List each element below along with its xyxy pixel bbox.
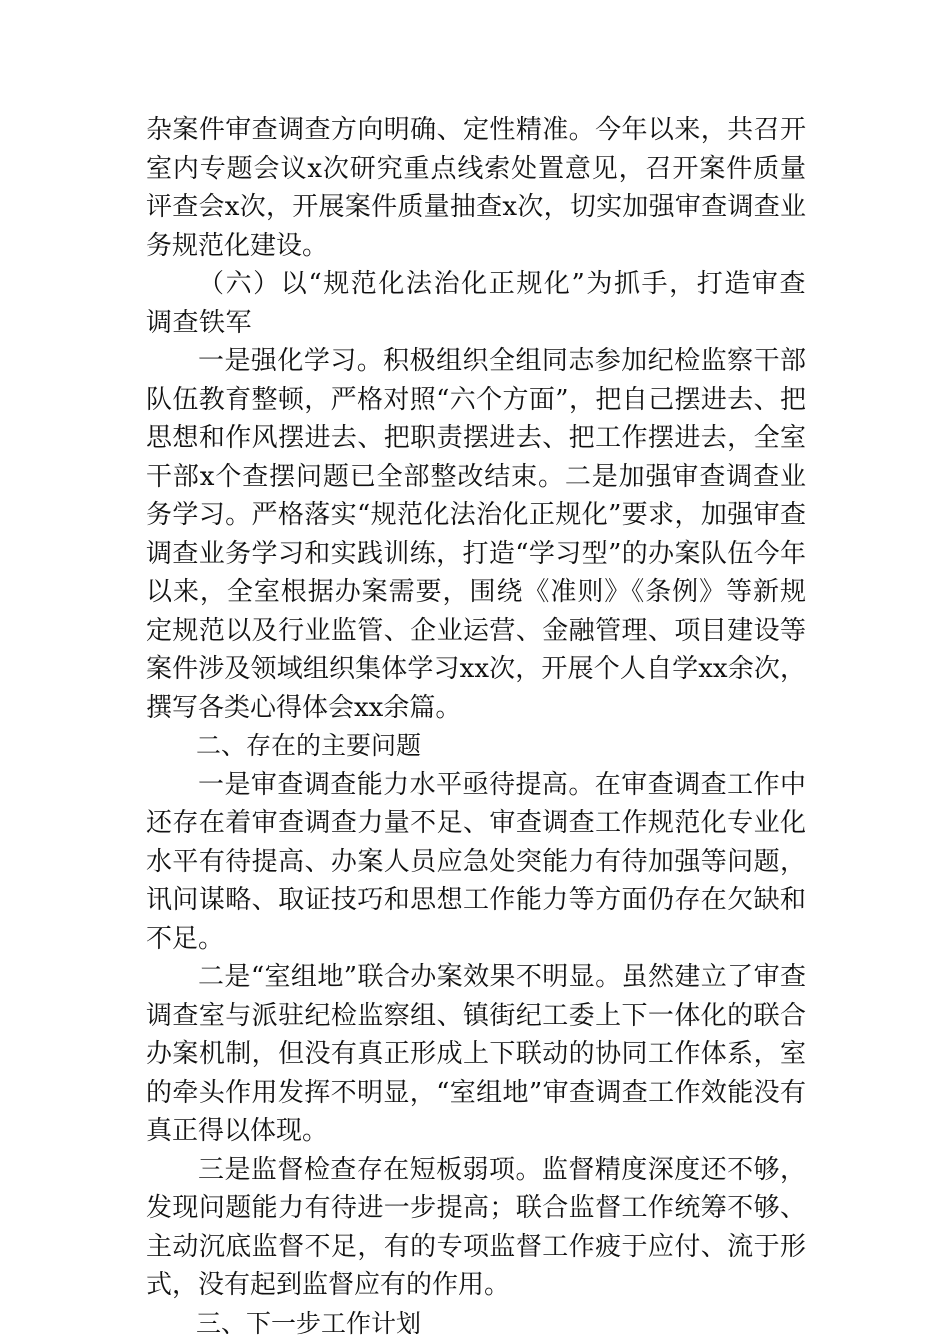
section-heading-problems: 二、存在的主要问题: [196, 731, 422, 760]
study-paragraph: 一是强化学习。积极组织全组同志参加纪检监察干部队伍教育整顿，严格对照“六个方面”，把自己摆进去、把思想和作风摆进去、把职责摆进去、把工作摆进去，全室干部x个查摆问题已全部整改结束。二是加强审查调查业务学习。严格落实“规范化法治化正规化”要求，加强审查调查业务学习和实践训练，打造“学习型”的办案队伍今年以来，全室根据办案需要，围绕《准则》《条例》等新规定规范以及行业监管、企业运营、金融管理、项目建设等案件涉及领域组织集体学习xx次，开展个人自学xx余次，撰写各类心得体会xx余篇。: [146, 346, 806, 723]
problem-paragraph-3: 三是监督检查存在短板弱项。监督精度深度还不够，发现问题能力有待进一步提高；联合监督工作统筹不够、主动沉底监督不足，有的专项监督工作疲于应付、流于形式，没有起到监督应有的作用。: [146, 1154, 806, 1300]
problem-paragraph-1: 一是审查调查能力水平亟待提高。在审查调查工作中还存在着审查调查力量不足、审查调查工作规范化专业化水平有待提高、办案人员应急处突能力有待加强等问题，讯问谋略、取证技巧和思想工作能力等方面仍存在欠缺和不足。: [146, 769, 806, 954]
section-heading-next-plan: 三、下一步工作计划: [196, 1308, 422, 1338]
continuation-paragraph: 杂案件审查调查方向明确、定性精准。今年以来，共召开室内专题会议x次研究重点线索处置意见，召开案件质量评查会x次，开展案件质量抽查x次，切实加强审查调查业务规范化建设。: [146, 115, 806, 261]
problem-paragraph-2: 二是“室组地”联合办案效果不明显。虽然建立了审查调查室与派驻纪检监察组、镇街纪工委上下一体化的联合办案机制，但没有真正形成上下联动的协同工作体系，室的牵头作用发挥不明显，“室组地”审查调查工作效能没有真正得以体现。: [146, 962, 806, 1146]
section-subheading-six: （六）以“规范化法治化正规化”为抓手，打造审查调查铁军: [146, 269, 806, 338]
document-body: [146, 111, 806, 1343]
